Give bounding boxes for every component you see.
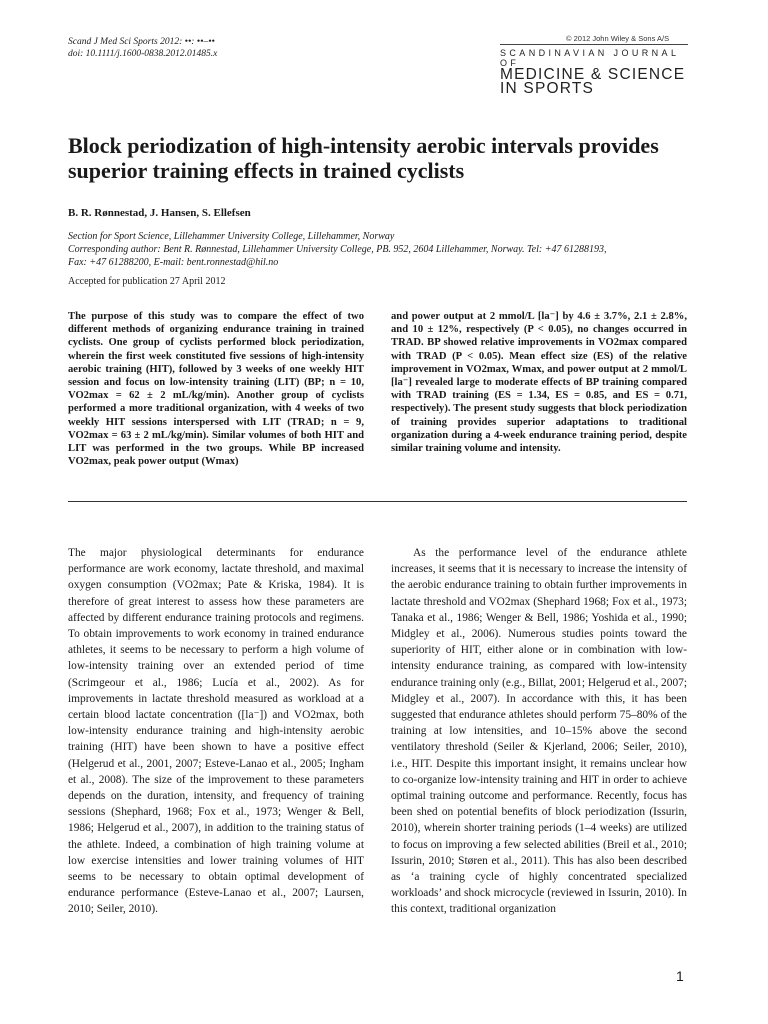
body-paragraph: As the performance level of the endurance athlete increases, it seems that it is necessary to increase the intensity of the aerobic endurance training to obtain further improvements in lactate threshold and VO2max (Shephard 1968; Fox et al., 1973; Tanaka et al., 1986; Wenger & Bell, 1986; Yoshida et al., 1990; Midgley et al., 2006). Numerous studies points toward the superiority of HIT, either alone or in combination with low-intensity endurance training, as compared with low-intensity endurance training only (e.g., Billat, 2001; Helgerud et al., 2007; Midgley et al., 2007). In accordance with this, it has been suggested that endurance athletes should perform 75–80% of the training at low intensities, and 10–15% above the second ventilatory threshold (Seiler & Kjerland, 2006; Seiler, 2010), i.e., HIT. Despite this important insight, it remains unclear how to co-organize low-intensity training and HIT in order to achieve optimal training outcome and performance. Recently, focus has been shed on potential benefits of block periodization (Issurin, 2010), wherein shorter training periods (1–4 weeks) are utilized to focus on improving a few selected abilities (Breil et al., 2010; Issurin, 2010; Støren et al., 2011). This has also been described as ‘a training cycle of highly concentrated specialized workloads’ and shock microcycle (reviewed in Issurin, 2010). In this context, traditional organization [391,547,687,916]
doi[interactable]: doi: 10.1111/j.1600-0838.2012.01485.x [68,49,218,59]
citation: Scand J Med Sci Sports 2012: ••: ••–•• [68,37,215,47]
corresponding-author: Corresponding author: Bent R. Rønnestad, Lillehammer University College, PB. 952, 2604 Lillehammer, Norway. Tel: +47 61288193, [68,244,607,255]
abstract-right: and power output at 2 mmol/L [la⁻] by 4.6 ± 3.7%, 2.1 ± 2.8%, and 10 ± 12%, respectively (P < 0.05), no changes occurred in TRAD. BP showed relative improvements in VO2max compared with TRAD (P < 0.05). Mean effect size (ES) of the relative improvement in VO2max, Wmax, and power output at 2 mmol/L [la⁻] revealed large to moderate effects of BP training compared with TRAD training (ES = 1.34, ES = 0.85, and ES = 0.71, respectively). The present study suggests that block periodization of training provides superior adaptations to traditional organization during a 4-week endurance training period, despite similar training volume and intensity. [391,311,687,455]
affiliation-block [68,230,708,269]
abstract-left: The purpose of this study was to compare the effect of two different methods of organizing endurance training in trained cyclists. One group of cyclists performed block periodization, wherein the first week constituted five sessions of high-intensity aerobic training (HIT), followed by 3 weeks of one weekly HIT session and focus on low-intensity training (LIT) (BP; n = 10, VO2max = 62 ± 2 mL/kg/min). Another group of cyclists performed a more traditional organization, with 4 weeks of two weekly HIT sessions interspersed with LIT (TRAD; n = 9, VO2max = 63 ± 2 mL/kg/min). Similar volumes of both HIT and LIT was performed in the two groups. While BP increased VO2max, peak power output (Wmax) [68,311,364,468]
accepted-date: Accepted for publication 27 April 2012 [68,276,226,287]
article-title: Block periodization of high-intensity aerobic intervals provides superior training effects in trained cyclists [68,133,659,183]
journal-line-2: MEDICINE & SCIENCE [500,66,686,83]
authors: B. R. Rønnestad, J. Hansen, S. Ellefsen [68,207,251,219]
body-column-right [391,545,687,918]
copyright: © 2012 John Wiley & Sons A/S [566,34,670,43]
corresponding-contact: Fax: +47 61288200, E-mail: bent.ronnestad@hil.no [68,257,279,268]
journal-logo [500,44,690,96]
page-number: 1 [676,968,684,984]
journal-rule [500,44,688,45]
abstract-divider [68,501,687,502]
body-column-left [68,545,364,918]
journal-line-1: SCANDINAVIAN JOURNAL OF [500,48,680,68]
journal-line-3: IN SPORTS [500,80,595,97]
affiliation: Section for Sport Science, Lillehammer University College, Lillehammer, Norway [68,231,395,242]
body-paragraph: The major physiological determinants for endurance performance are work economy, lactate threshold, and maximal oxygen consumption (VO2max; Pate & Kriska, 1984). It is therefore of great interest to assess how these parameters are affected by different endurance training protocols and regimens. To obtain improvements to work economy in trained endurance athletes, it seems to be necessary to perform a high volume of low-intensity training over an extended period of time (Scrimgeour et al., 1986; Lucía et al., 2002). As for improvements in lactate threshold measured as workload at a certain blood lactate concentration ([la⁻]) and VO2max, both low-intensity endurance training and high-intensity aerobic training (HIT) have been shown to have a positive effect (Helgerud et al., 2001, 2007; Esteve-Lanao et al., 2005; Ingham et al., 2008). The size of the improvement to these parameters depends on the duration, intensity, and frequency of training sessions (Shephard, 1968; Fox et al., 1973; Wenger & Bell, 1986; Helgerud et al., 2007), in addition to the training status of the athlete. Indeed, a combination of high training volume at low exercise intensities and lower training volumes of HIT seems to be necessary to obtain optimal development of endurance performance (Esteve-Lanao et al., 2007; Laursen, 2010; Seiler, 2010). [68,547,364,916]
